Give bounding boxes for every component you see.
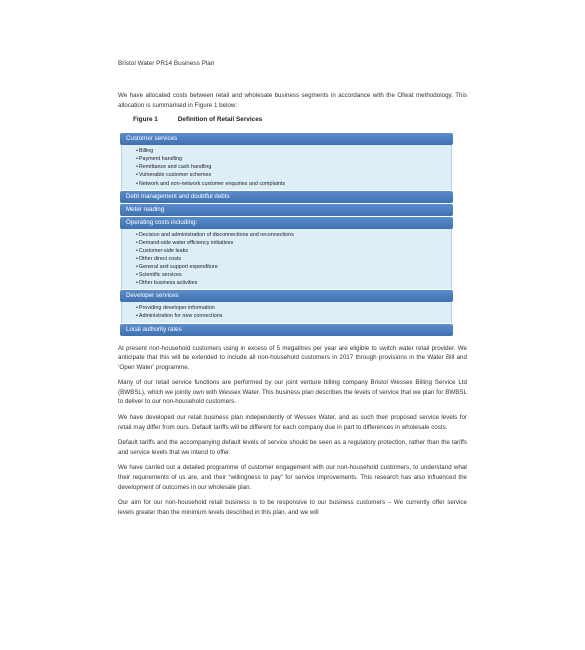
table-section-items: [121, 302, 452, 322]
page-header: Bristol Water PR14 Business Plan: [118, 60, 215, 67]
body-paragraph: Many of our retail service functions are performed by our joint venture billing company Bristol Wessex Billing Service Ltd (BWBSL), which we jointly own with Wessex Water. This business plan describes the levels of service that we plan for BWBSL to deliver to our non-household customers.: [118, 379, 467, 406]
body-paragraph: We have carried out a detailed programme of customer engagement with our non-household customers, to understand what their requirements of us are, and their “willingness to pay” for service improvements. This research has also influenced the development of outcomes in our wholesale plan.: [118, 464, 467, 491]
list-item: • Decision and administration of disconnections and reconnections: [136, 231, 451, 239]
body-text: [118, 344, 467, 518]
list-item: • Other direct costs: [136, 255, 451, 263]
table-section-heading: Customer services: [120, 133, 453, 145]
list-item: • Network and non-network customer enquiries and complaints: [136, 180, 451, 188]
list-item: • Billing: [136, 147, 451, 155]
list-item: • Scientific services: [136, 271, 451, 279]
figure-title: Definition of Retail Services: [177, 116, 263, 124]
list-item: • Providing developer information: [136, 304, 451, 312]
list-item: • Vulnerable customer schemes: [136, 171, 451, 179]
table-section-items: [121, 229, 452, 290]
list-item: • Customer-side leaks: [136, 247, 451, 255]
table-section-heading: Debt management and doubtful debts: [120, 191, 453, 203]
body-paragraph: We have developed our retail business plan independently of Wessex Water, and as such their proposed service levels for retail may differ from ours. Default tariffs will be different for each company due in part to differences in wholesale costs.: [118, 414, 467, 431]
list-item: • Other business activities: [136, 279, 451, 287]
list-item: • Demand-side water efficiency initiatives: [136, 239, 451, 247]
body-paragraph: Default tariffs and the accompanying default levels of service should be seen as a regulatory protection, rather than the tariffs and service levels that we intend to offer.: [118, 439, 467, 456]
table-section-heading: Local authority rates: [120, 324, 453, 336]
retail-services-table: [120, 133, 453, 335]
body-paragraph: At present non-household customers using in excess of 5 megalitres per year are eligible to switch water retail provider. We anticipate that this will be extended to include all non-household customers in 2017 through provisions in the Water Bill and ‘Open Water’ programme.: [118, 344, 467, 371]
list-item: • Payment handling: [136, 155, 451, 163]
figure-caption: [133, 116, 467, 123]
list-item: • Remittance and cash handling: [136, 163, 451, 171]
table-section-heading: Developer services: [120, 290, 453, 302]
table-section-heading: Operating costs including:: [120, 217, 453, 229]
figure-number: Figure 1: [133, 116, 158, 124]
table-section-heading: Meter reading: [120, 204, 453, 216]
body-paragraph: Our aim for our non-household retail business is to be responsive to our business customers – We currently offer service levels greater than the minimum levels described in this plan, and we will: [118, 499, 467, 516]
list-item: • Administration for new connections: [136, 312, 451, 320]
intro-paragraph: We have allocated costs between retail and wholesale business segments in accordance with the Ofwat methodology. This allocation is summarised in Figure 1 below:: [118, 92, 467, 109]
table-section-items: [121, 145, 452, 189]
list-item: • General and support expenditure: [136, 263, 451, 271]
